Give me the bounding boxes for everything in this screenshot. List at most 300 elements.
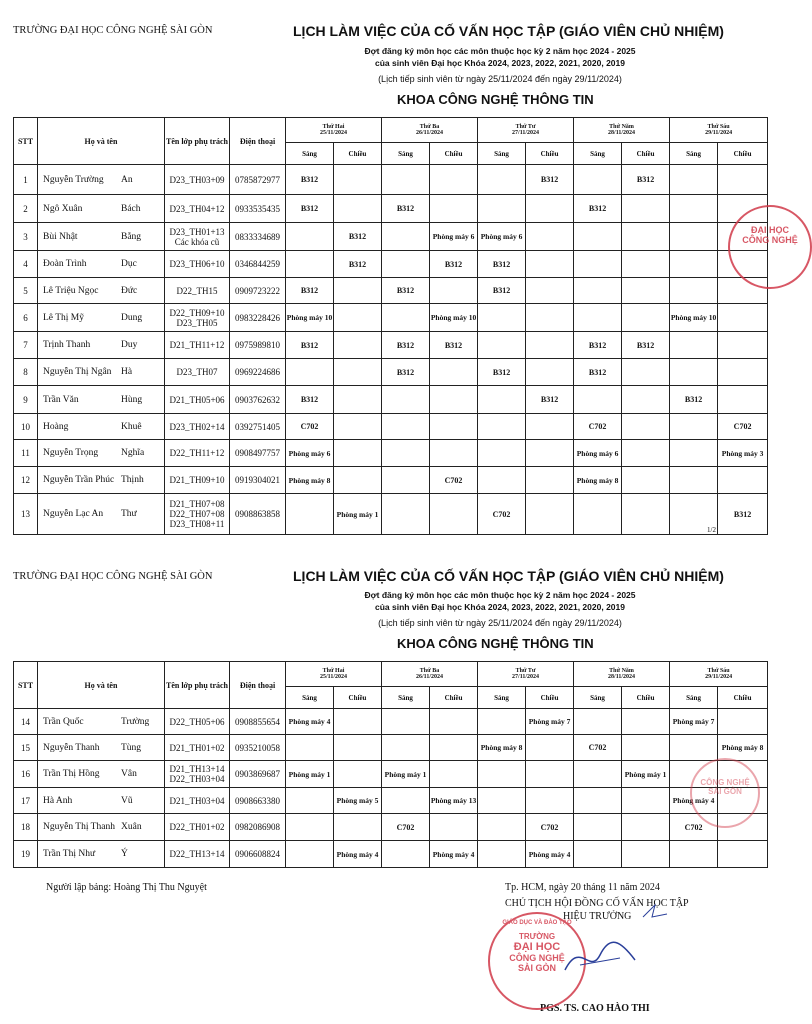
schedule-slot bbox=[478, 761, 526, 788]
advisor-given-name: Vân bbox=[121, 769, 137, 779]
header-afternoon: Chiều bbox=[622, 143, 670, 165]
phone-number: 0908855654 bbox=[230, 709, 286, 735]
schedule-table-1 bbox=[13, 117, 768, 535]
class-cell bbox=[165, 359, 230, 386]
class-cell bbox=[165, 841, 230, 868]
header-afternoon: Chiều bbox=[526, 143, 574, 165]
header-afternoon: Chiều bbox=[334, 687, 382, 709]
schedule-slot: B312 bbox=[478, 251, 526, 278]
schedule-slot bbox=[622, 278, 670, 304]
class-cell bbox=[165, 386, 230, 414]
header-afternoon: Chiều bbox=[430, 143, 478, 165]
class-cell bbox=[165, 332, 230, 359]
table-row bbox=[14, 494, 768, 535]
schedule-slot bbox=[382, 223, 430, 251]
advisor-name bbox=[38, 414, 165, 440]
signer-name: PGS. TS. CAO HÀO THI bbox=[540, 1003, 650, 1014]
schedule-slot: C702 bbox=[430, 467, 478, 494]
schedule-slot: Phòng máy 6 bbox=[430, 223, 478, 251]
class-cell bbox=[165, 414, 230, 440]
schedule-slot bbox=[574, 841, 622, 868]
class-code: D21_TH07+08 bbox=[169, 499, 225, 509]
row-stt: 13 bbox=[14, 494, 38, 535]
header-afternoon: Chiều bbox=[526, 687, 574, 709]
schedule-slot: B312 bbox=[622, 165, 670, 195]
schedule-slot bbox=[670, 414, 718, 440]
day-date: 25/11/2024 bbox=[320, 130, 348, 136]
place-date: Tp. HCM, ngày 20 tháng 11 năm 2024 bbox=[505, 882, 660, 893]
schedule-slot bbox=[526, 332, 574, 359]
schedule-slot bbox=[622, 359, 670, 386]
row-stt: 19 bbox=[14, 841, 38, 868]
schedule-subtitle-2: của sinh viên Đại học Khóa 2024, 2023, 2022, 2021, 2020, 2019 bbox=[375, 58, 625, 68]
class-code: D21_TH05+06 bbox=[169, 394, 225, 405]
schedule-slot: Phòng máy 1 bbox=[286, 761, 334, 788]
header-morning: Sáng bbox=[478, 687, 526, 709]
schedule-slot bbox=[670, 332, 718, 359]
advisor-given-name: Trường bbox=[121, 716, 150, 727]
header-morning: Sáng bbox=[574, 687, 622, 709]
schedule-slot bbox=[382, 709, 430, 735]
row-stt: 4 bbox=[14, 251, 38, 278]
row-stt: 8 bbox=[14, 359, 38, 386]
schedule-slot: B312 bbox=[526, 386, 574, 414]
header-day bbox=[670, 662, 768, 687]
header-class: Tên lớp phụ trách bbox=[165, 118, 230, 165]
schedule-title: LỊCH LÀM VIỆC CỦA CỐ VẤN HỌC TẬP (GIÁO VIÊN CHỦ NHIỆM) bbox=[293, 23, 724, 39]
day-name: Thứ Hai bbox=[322, 124, 345, 130]
class-cell bbox=[165, 195, 230, 223]
advisor-name bbox=[38, 165, 165, 195]
schedule-slot bbox=[574, 278, 622, 304]
schedule-slot bbox=[574, 386, 622, 414]
phone-number: 0975989810 bbox=[230, 332, 286, 359]
phone-number: 0903762632 bbox=[230, 386, 286, 414]
advisor-surname: Đoàn Trình bbox=[43, 259, 87, 269]
schedule-slot: B312 bbox=[478, 278, 526, 304]
header-phone: Điện thoại bbox=[230, 118, 286, 165]
schedule-slot bbox=[670, 223, 718, 251]
schedule-slot: Phòng máy 6 bbox=[574, 440, 622, 467]
schedule-title-2: LỊCH LÀM VIỆC CỦA CỐ VẤN HỌC TẬP (GIÁO VIÊN CHỦ NHIỆM) bbox=[293, 568, 724, 584]
advisor-surname: Nguyễn Thị Thanh bbox=[43, 822, 115, 832]
schedule-slot bbox=[478, 304, 526, 332]
schedule-slot bbox=[478, 814, 526, 841]
schedule-slot bbox=[286, 494, 334, 535]
day-date: 29/11/2024 bbox=[705, 130, 733, 136]
phone-number: 0903869687 bbox=[230, 761, 286, 788]
phone-number: 0983228426 bbox=[230, 304, 286, 332]
schedule-slot bbox=[718, 332, 768, 359]
table-row bbox=[14, 761, 768, 788]
table-row bbox=[14, 278, 768, 304]
advisor-given-name: Đức bbox=[121, 285, 138, 296]
class-cell bbox=[165, 814, 230, 841]
class-code: D23_TH03+09 bbox=[169, 174, 225, 185]
class-code: D21_TH11+12 bbox=[169, 340, 225, 350]
schedule-slot bbox=[622, 251, 670, 278]
schedule-slot bbox=[526, 223, 574, 251]
header-name: Họ và tên bbox=[38, 118, 165, 165]
day-date: 26/11/2024 bbox=[416, 674, 444, 680]
header-afternoon: Chiều bbox=[718, 143, 768, 165]
schedule-slot: Phòng máy 8 bbox=[574, 467, 622, 494]
schedule-slot: B312 bbox=[478, 359, 526, 386]
day-date: 29/11/2024 bbox=[705, 674, 733, 680]
schedule-slot bbox=[382, 304, 430, 332]
class-cell bbox=[165, 735, 230, 761]
school-name-2: TRƯỜNG ĐẠI HỌC CÔNG NGHỆ SÀI GÒN bbox=[13, 571, 213, 582]
schedule-subtitle-2-2: của sinh viên Đại học Khóa 2024, 2023, 2022, 2021, 2020, 2019 bbox=[375, 602, 625, 612]
schedule-slot: Phòng máy 8 bbox=[478, 735, 526, 761]
class-code: D23_TH01+13 bbox=[169, 226, 225, 237]
schedule-slot: B312 bbox=[382, 332, 430, 359]
header-morning: Sáng bbox=[478, 143, 526, 165]
schedule-slot: Phòng máy 4 bbox=[430, 841, 478, 868]
schedule-slot bbox=[286, 251, 334, 278]
schedule-slot bbox=[478, 788, 526, 814]
schedule-slot bbox=[526, 761, 574, 788]
advisor-surname: Trần Thị Như bbox=[43, 849, 96, 859]
schedule-slot: C702 bbox=[574, 735, 622, 761]
row-stt: 17 bbox=[14, 788, 38, 814]
advisor-name bbox=[38, 494, 165, 535]
header-day bbox=[574, 118, 670, 143]
advisor-surname: Hoàng bbox=[43, 421, 69, 432]
schedule-slot: B312 bbox=[286, 278, 334, 304]
table-row bbox=[14, 359, 768, 386]
schedule-slot: Phòng máy 4 bbox=[286, 709, 334, 735]
advisor-given-name: Bằng bbox=[121, 231, 142, 242]
schedule-slot: C702 bbox=[478, 494, 526, 535]
class-code: Các khóa cũ bbox=[174, 236, 220, 247]
phone-number: 0785872977 bbox=[230, 165, 286, 195]
schedule-slot bbox=[286, 788, 334, 814]
schedule-slot bbox=[622, 195, 670, 223]
schedule-slot: B312 bbox=[526, 165, 574, 195]
schedule-slot bbox=[334, 332, 382, 359]
header-morning: Sáng bbox=[670, 687, 718, 709]
advisor-name bbox=[38, 440, 165, 467]
advisor-surname: Nguyễn Thị Ngân bbox=[43, 367, 112, 377]
schedule-slot bbox=[382, 494, 430, 535]
phone-number: 0908663380 bbox=[230, 788, 286, 814]
table-row bbox=[14, 814, 768, 841]
row-stt: 18 bbox=[14, 814, 38, 841]
schedule-slot: B312 bbox=[670, 386, 718, 414]
role-title: HIỆU TRƯỞNG bbox=[563, 911, 632, 922]
row-stt: 5 bbox=[14, 278, 38, 304]
prepared-by: Người lập bảng: Hoàng Thị Thu Nguyệt bbox=[46, 882, 207, 893]
schedule-slot: Phòng máy 6 bbox=[286, 440, 334, 467]
official-school-stamp: GIÁO DỤC VÀ ĐÀO TẠO TRƯỜNG ĐẠI HỌC CÔNG NGHỆ SÀI GÒN bbox=[488, 912, 586, 1010]
schedule-slot: B312 bbox=[574, 359, 622, 386]
schedule-slot bbox=[670, 165, 718, 195]
schedule-slot bbox=[430, 195, 478, 223]
phone-number: 0933535435 bbox=[230, 195, 286, 223]
header-name: Họ và tên bbox=[38, 662, 165, 709]
advisor-name bbox=[38, 359, 165, 386]
header-morning: Sáng bbox=[286, 687, 334, 709]
schedule-slot bbox=[286, 223, 334, 251]
class-cell bbox=[165, 223, 230, 251]
schedule-slot bbox=[430, 440, 478, 467]
schedule-slot bbox=[478, 332, 526, 359]
schedule-subtitle-1-2: Đợt đăng ký môn học các môn thuộc học kỳ 2 năm học 2024 - 2025 bbox=[364, 590, 636, 600]
schedule-slot bbox=[526, 467, 574, 494]
schedule-slot bbox=[334, 709, 382, 735]
row-stt: 3 bbox=[14, 223, 38, 251]
schedule-slot bbox=[478, 414, 526, 440]
schedule-slot bbox=[334, 304, 382, 332]
schedule-slot bbox=[670, 440, 718, 467]
header-afternoon: Chiều bbox=[622, 687, 670, 709]
header-afternoon: Chiều bbox=[430, 687, 478, 709]
schedule-slot bbox=[718, 709, 768, 735]
schedule-slot: C702 bbox=[286, 414, 334, 440]
signature bbox=[560, 930, 640, 980]
day-name: Thứ Năm bbox=[609, 124, 634, 130]
day-date: 25/11/2024 bbox=[320, 674, 348, 680]
table-row bbox=[14, 165, 768, 195]
schedule-slot bbox=[286, 814, 334, 841]
advisor-given-name: Hùng bbox=[121, 394, 143, 405]
phone-number: 0908497757 bbox=[230, 440, 286, 467]
advisor-given-name: Bách bbox=[121, 203, 141, 214]
schedule-slot: Phòng máy 4 bbox=[670, 788, 718, 814]
header-stt: STT bbox=[14, 662, 38, 709]
advisor-surname: Nguyễn Thanh bbox=[43, 742, 100, 753]
schedule-slot bbox=[622, 814, 670, 841]
table-row bbox=[14, 735, 768, 761]
class-code: D22_TH09+10 bbox=[169, 307, 225, 318]
schedule-slot: Phòng máy 4 bbox=[334, 841, 382, 868]
class-cell bbox=[165, 251, 230, 278]
schedule-slot: B312 bbox=[286, 386, 334, 414]
row-stt: 15 bbox=[14, 735, 38, 761]
class-code: D22_TH01+02 bbox=[169, 822, 225, 832]
schedule-slot bbox=[286, 359, 334, 386]
class-code: D21_TH13+14 bbox=[169, 764, 225, 774]
schedule-slot: C702 bbox=[526, 814, 574, 841]
schedule-slot bbox=[478, 386, 526, 414]
schedule-slot bbox=[382, 251, 430, 278]
advisor-name bbox=[38, 788, 165, 814]
schedule-slot: Phòng máy 8 bbox=[286, 467, 334, 494]
class-cell bbox=[165, 440, 230, 467]
advisor-surname: Ngô Xuân bbox=[43, 203, 83, 214]
advisor-surname: Nguyễn Lạc An bbox=[43, 509, 104, 519]
advisor-given-name: Nghĩa bbox=[121, 448, 145, 458]
day-date: 28/11/2024 bbox=[608, 130, 636, 136]
advisor-name bbox=[38, 195, 165, 223]
schedule-slot bbox=[718, 304, 768, 332]
class-cell bbox=[165, 278, 230, 304]
schedule-slot bbox=[334, 359, 382, 386]
header-stt: STT bbox=[14, 118, 38, 165]
schedule-slot: C702 bbox=[670, 814, 718, 841]
schedule-slot: B312 bbox=[622, 332, 670, 359]
phone-number: 0935210058 bbox=[230, 735, 286, 761]
phone-number: 0982086908 bbox=[230, 814, 286, 841]
schedule-slot: B312 bbox=[574, 332, 622, 359]
schedule-slot bbox=[382, 165, 430, 195]
schedule-slot bbox=[382, 841, 430, 868]
schedule-slot: B312 bbox=[430, 251, 478, 278]
phone-number: 0833334689 bbox=[230, 223, 286, 251]
schedule-slot bbox=[670, 359, 718, 386]
advisor-surname: Trần Quốc bbox=[43, 716, 84, 727]
schedule-slot bbox=[478, 841, 526, 868]
table-row bbox=[14, 414, 768, 440]
class-code: D21_TH09+10 bbox=[169, 475, 225, 485]
schedule-slot bbox=[574, 709, 622, 735]
row-stt: 1 bbox=[14, 165, 38, 195]
advisor-name bbox=[38, 761, 165, 788]
table-row bbox=[14, 223, 768, 251]
table-row bbox=[14, 304, 768, 332]
class-code: D22_TH15 bbox=[176, 285, 218, 296]
schedule-slot: B312 bbox=[382, 359, 430, 386]
header-day bbox=[382, 662, 478, 687]
schedule-slot bbox=[526, 440, 574, 467]
schedule-slot bbox=[622, 304, 670, 332]
header-day bbox=[286, 118, 382, 143]
class-code: D22_TH05+06 bbox=[169, 716, 225, 727]
phone-number: 0969224686 bbox=[230, 359, 286, 386]
class-code: D23_TH07 bbox=[176, 367, 218, 377]
header-day bbox=[478, 662, 574, 687]
schedule-slot bbox=[622, 841, 670, 868]
schedule-slot bbox=[334, 814, 382, 841]
schedule-slot bbox=[670, 735, 718, 761]
schedule-slot bbox=[526, 359, 574, 386]
class-code: D22_TH11+12 bbox=[169, 448, 225, 458]
header-day bbox=[478, 118, 574, 143]
schedule-slot bbox=[430, 735, 478, 761]
table-row bbox=[14, 386, 768, 414]
schedule-slot bbox=[670, 195, 718, 223]
advisor-given-name: Thư bbox=[121, 509, 137, 519]
schedule-slot bbox=[622, 440, 670, 467]
table-row bbox=[14, 788, 768, 814]
schedule-slot bbox=[430, 814, 478, 841]
advisor-surname: Lê Triệu Ngọc bbox=[43, 285, 99, 296]
schedule-slot bbox=[286, 841, 334, 868]
school-stamp-edge: ĐẠI HỌC CÔNG NGHỆ bbox=[728, 205, 812, 289]
class-cell bbox=[165, 165, 230, 195]
schedule-slot bbox=[430, 494, 478, 535]
advisor-given-name: Thịnh bbox=[121, 475, 144, 485]
schedule-slot: B312 bbox=[718, 494, 768, 535]
table-row bbox=[14, 251, 768, 278]
schedule-slot: Phòng máy 3 bbox=[718, 440, 768, 467]
advisor-given-name: Duy bbox=[121, 340, 138, 350]
day-name: Thứ Sáu bbox=[707, 124, 730, 130]
schedule-slot bbox=[574, 165, 622, 195]
table-row bbox=[14, 440, 768, 467]
table-row bbox=[14, 195, 768, 223]
schedule-slot bbox=[574, 788, 622, 814]
advisor-name bbox=[38, 841, 165, 868]
schedule-slot: Phòng máy 4 bbox=[526, 841, 574, 868]
schedule-slot: Phòng máy 1 bbox=[622, 761, 670, 788]
header-phone: Điện thoại bbox=[230, 662, 286, 709]
table-row bbox=[14, 332, 768, 359]
faculty-name-2: KHOA CÔNG NGHỆ THÔNG TIN bbox=[397, 636, 594, 651]
schedule-slot bbox=[430, 278, 478, 304]
schedule-slot bbox=[622, 386, 670, 414]
advisor-name bbox=[38, 304, 165, 332]
phone-number: 0346844259 bbox=[230, 251, 286, 278]
schedule-slot: Phòng máy 8 bbox=[718, 735, 768, 761]
schedule-slot: B312 bbox=[286, 165, 334, 195]
school-stamp-faded: CÔNG NGHỆ SÀI GÒN bbox=[690, 758, 760, 828]
advisor-name bbox=[38, 735, 165, 761]
schedule-slot bbox=[622, 788, 670, 814]
schedule-slot bbox=[526, 195, 574, 223]
schedule-slot: B312 bbox=[286, 332, 334, 359]
schedule-slot bbox=[334, 440, 382, 467]
class-code: D22_TH13+14 bbox=[169, 849, 225, 859]
schedule-slot bbox=[622, 735, 670, 761]
schedule-slot bbox=[574, 304, 622, 332]
chair-title: CHỦ TỊCH HỘI ĐỒNG CỐ VẤN HỌC TẬP bbox=[505, 898, 689, 909]
advisor-surname: Nguyễn Trường bbox=[43, 174, 104, 185]
schedule-slot bbox=[526, 788, 574, 814]
day-name: Thứ Tư bbox=[515, 124, 536, 130]
advisor-name bbox=[38, 814, 165, 841]
header-day bbox=[286, 662, 382, 687]
row-stt: 2 bbox=[14, 195, 38, 223]
class-code: D21_TH03+04 bbox=[169, 795, 225, 806]
schedule-slot: Phòng máy 10 bbox=[286, 304, 334, 332]
schedule-slot bbox=[574, 761, 622, 788]
day-date: 28/11/2024 bbox=[608, 674, 636, 680]
header-afternoon: Chiều bbox=[718, 687, 768, 709]
header-morning: Sáng bbox=[382, 687, 430, 709]
schedule-slot bbox=[430, 414, 478, 440]
advisor-name bbox=[38, 278, 165, 304]
schedule-slot bbox=[430, 761, 478, 788]
class-cell bbox=[165, 467, 230, 494]
schedule-slot bbox=[430, 709, 478, 735]
class-code: D22_TH07+08 bbox=[169, 509, 225, 519]
schedule-slot bbox=[334, 414, 382, 440]
header-day bbox=[670, 118, 768, 143]
schedule-slot bbox=[622, 709, 670, 735]
table-row bbox=[14, 709, 768, 735]
schedule-slot bbox=[478, 165, 526, 195]
class-code: D23_TH02+14 bbox=[169, 421, 225, 432]
advisor-surname: Hà Anh bbox=[43, 795, 73, 806]
schedule-slot bbox=[334, 278, 382, 304]
schedule-slot bbox=[526, 251, 574, 278]
class-code: D23_TH04+12 bbox=[169, 203, 225, 214]
advisor-surname: Lê Thị Mỹ bbox=[43, 312, 84, 323]
advisor-given-name: An bbox=[121, 174, 133, 185]
table-row bbox=[14, 841, 768, 868]
day-date: 26/11/2024 bbox=[416, 130, 444, 136]
header-day bbox=[382, 118, 478, 143]
row-stt: 7 bbox=[14, 332, 38, 359]
school-name: TRƯỜNG ĐẠI HỌC CÔNG NGHỆ SÀI GÒN bbox=[13, 25, 213, 36]
class-cell bbox=[165, 761, 230, 788]
schedule-slot bbox=[526, 414, 574, 440]
phone-number: 0392751405 bbox=[230, 414, 286, 440]
schedule-table-2 bbox=[13, 661, 768, 868]
class-code: D23_TH06+10 bbox=[169, 259, 225, 269]
